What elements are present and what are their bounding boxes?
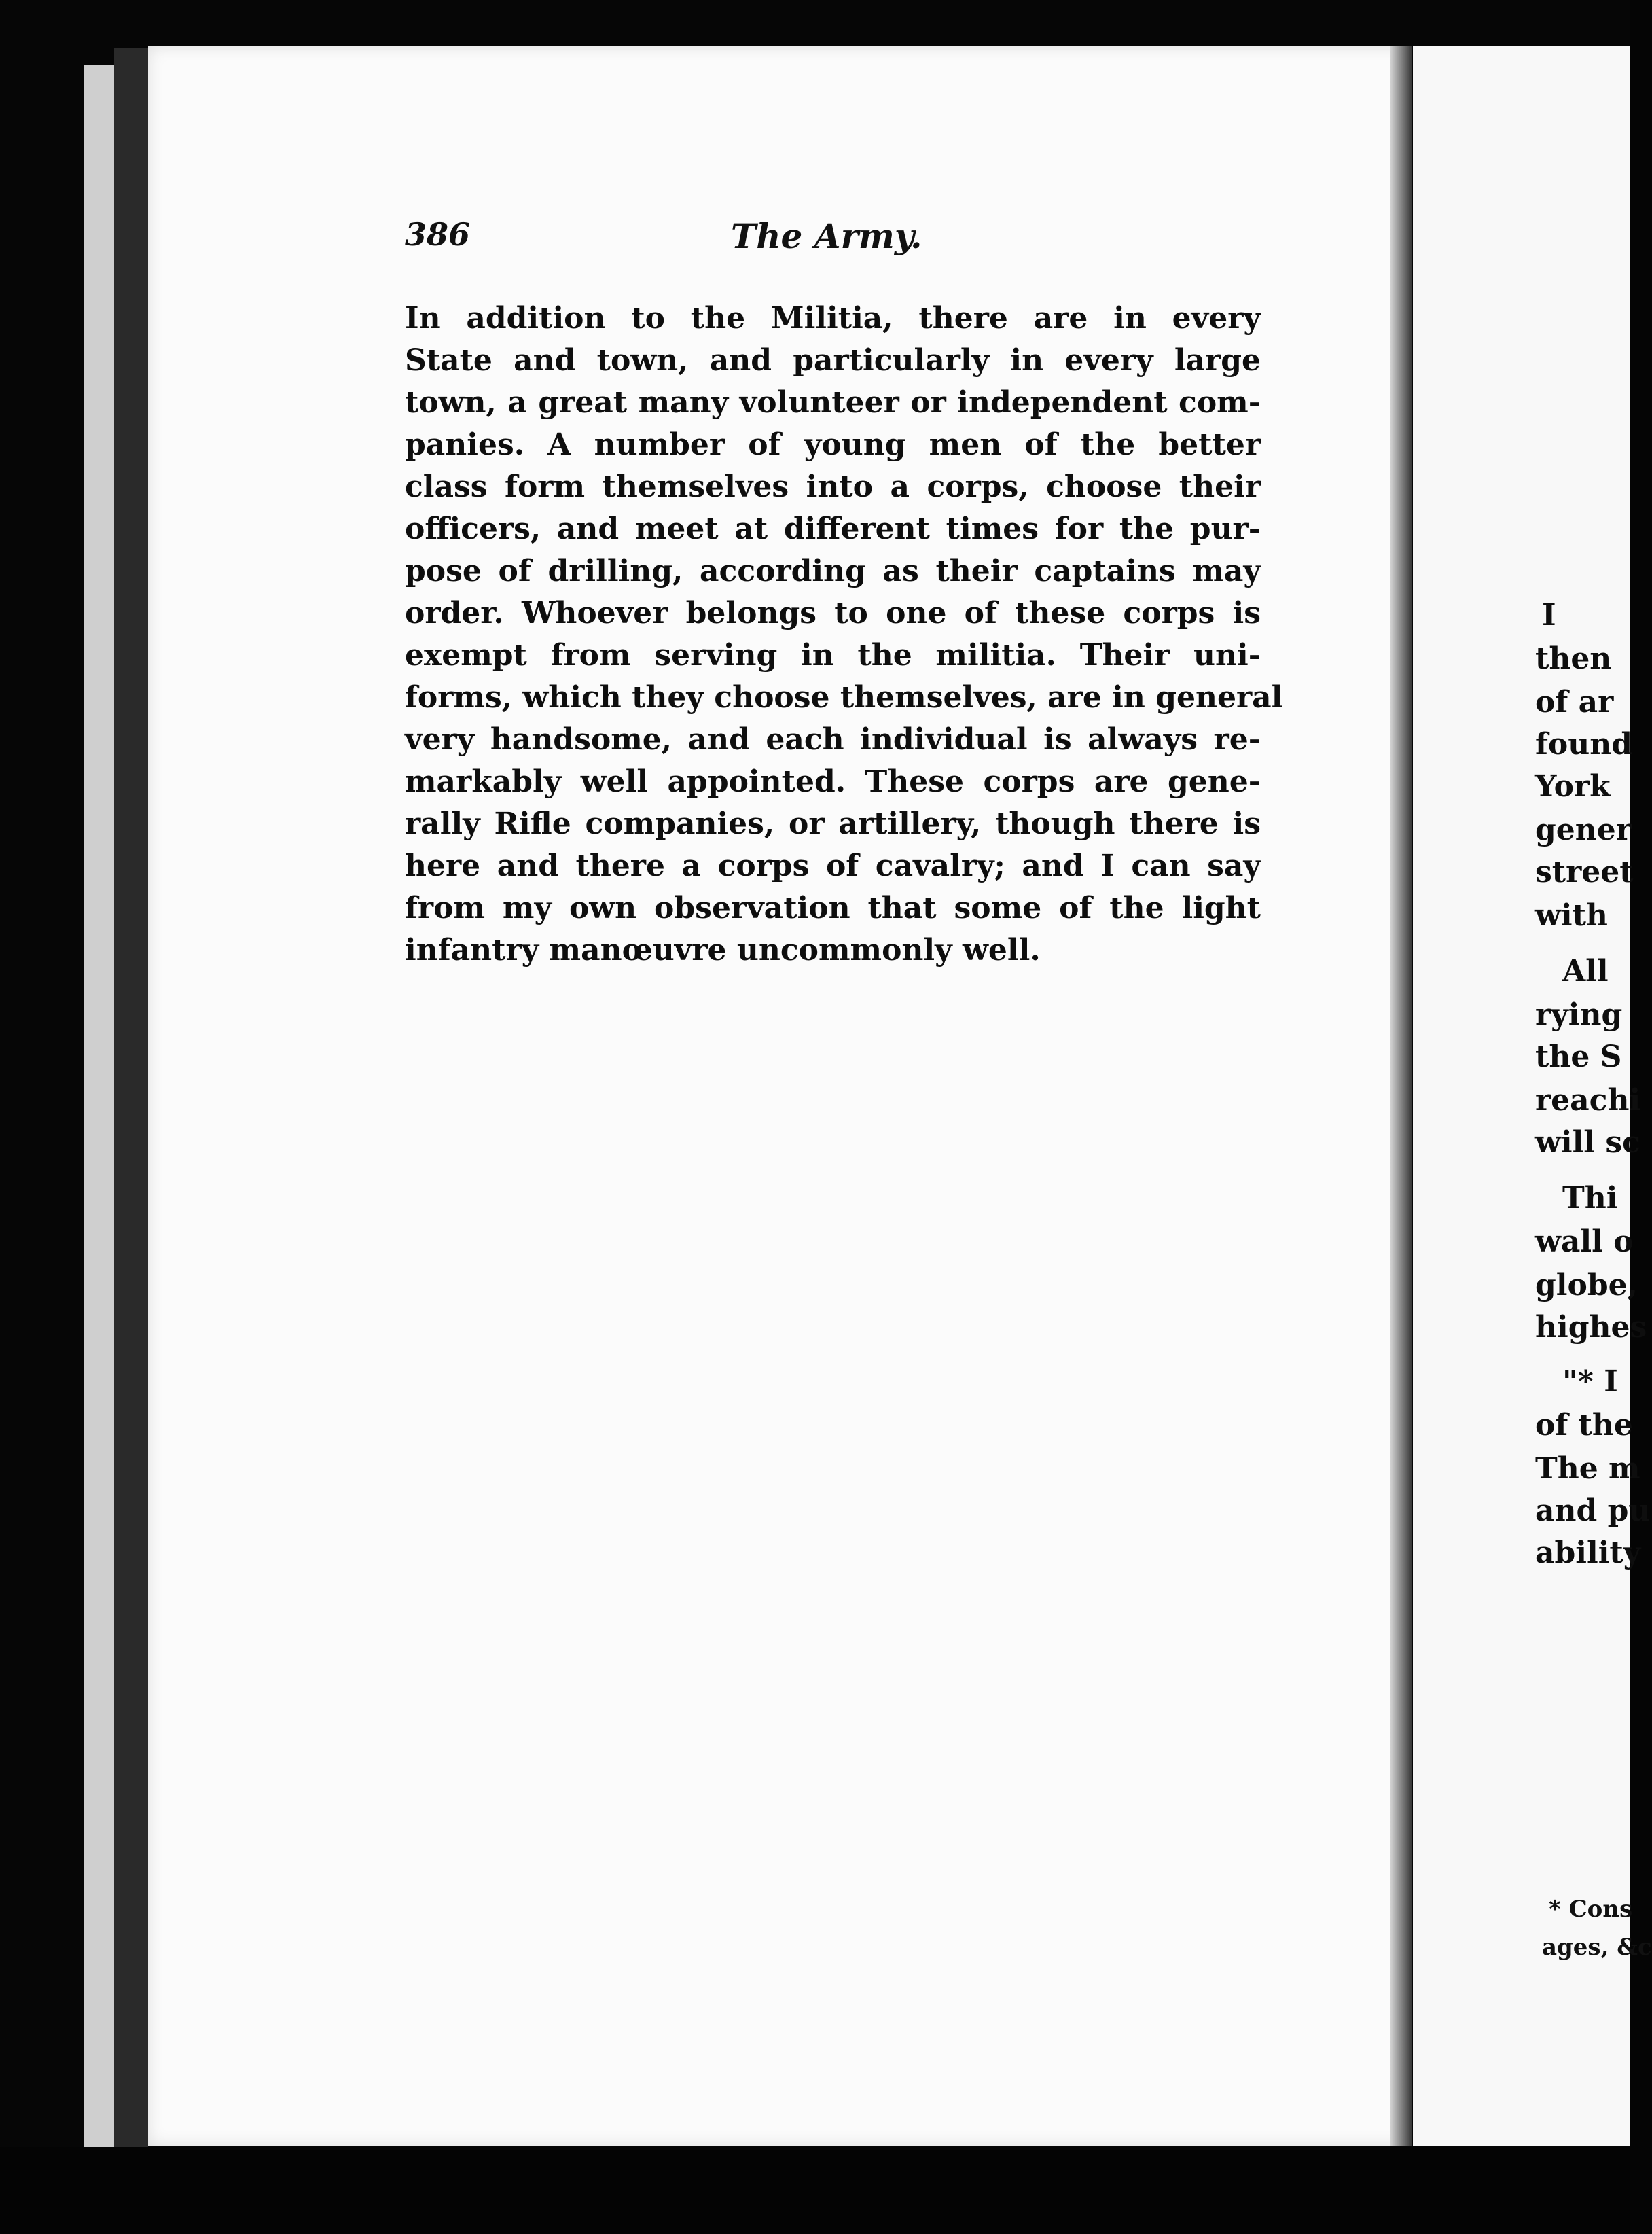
right-text-line: street	[1535, 855, 1634, 889]
text-line: markably well appointed. These corps are gene-	[405, 764, 1261, 799]
right-text-line: The m	[1535, 1451, 1640, 1486]
text-line: rally Rifle companies, or artillery, though there is	[405, 806, 1261, 841]
text-line: panies. A number of young men of the better	[405, 427, 1261, 462]
right-text-line: highes	[1535, 1310, 1647, 1345]
right-text-line: of ar	[1535, 685, 1614, 720]
text-line: very handsome, and each individual is always re-	[405, 722, 1261, 757]
right-text-line: with	[1535, 898, 1608, 933]
right-text-line: rying	[1535, 997, 1623, 1032]
body-paragraph	[405, 298, 1283, 972]
right-text-line: globe,	[1535, 1268, 1638, 1302]
text-line: class form themselves into a corps, choose their	[405, 469, 1261, 504]
text-line: from my own observation that some of the light	[405, 891, 1261, 925]
footnote-line: * Cons	[1549, 1896, 1633, 1923]
text-line: here and there a corps of cavalry; and I can say	[405, 849, 1261, 883]
right-text-line: All	[1562, 954, 1609, 989]
text-line: order. Whoever belongs to one of these corps is	[405, 596, 1261, 631]
right-text-line: wall o	[1535, 1224, 1634, 1259]
text-line: town, a great many volunteer or independent com-	[405, 385, 1261, 420]
text-line: pose of drilling, according as their captains may	[405, 554, 1261, 588]
page-stack-edge	[84, 65, 114, 2151]
right-text-line: and pu	[1535, 1493, 1651, 1528]
right-text-line: then	[1535, 641, 1612, 676]
cover-edge	[114, 48, 148, 2147]
footnote-line: ages, &c	[1542, 1934, 1652, 1961]
text-line: State and town, and particularly in every large	[405, 343, 1261, 378]
right-text-line: Thi	[1562, 1181, 1618, 1216]
right-text-line: York	[1535, 769, 1611, 804]
right-text-line: found	[1535, 727, 1633, 762]
page-number: 386	[405, 216, 471, 253]
scan-border	[0, 2147, 1630, 2234]
right-text-line: of the	[1535, 1408, 1633, 1442]
text-line: In addition to the Militia, there are in every	[405, 301, 1261, 336]
right-text-line: I	[1542, 598, 1556, 633]
book-gutter	[1390, 46, 1412, 2146]
right-text-line: the S	[1535, 1040, 1622, 1074]
text-line: forms, which they choose themselves, are in general	[405, 680, 1283, 715]
right-text-line: reachi	[1535, 1083, 1641, 1118]
right-text-line: ability	[1535, 1536, 1641, 1570]
right-text-line: gener	[1535, 813, 1632, 847]
page-header	[405, 216, 1261, 257]
text-line: infantry manœuvre uncommonly well.	[405, 933, 1041, 968]
text-line: exempt from serving in the militia. Their uni-	[405, 638, 1261, 673]
right-text-line: "* I	[1562, 1364, 1618, 1399]
text-line: officers, and meet at different times for the pur-	[405, 512, 1261, 546]
running-title: The Army.	[731, 216, 922, 256]
right-text-line: will sc	[1535, 1125, 1640, 1160]
